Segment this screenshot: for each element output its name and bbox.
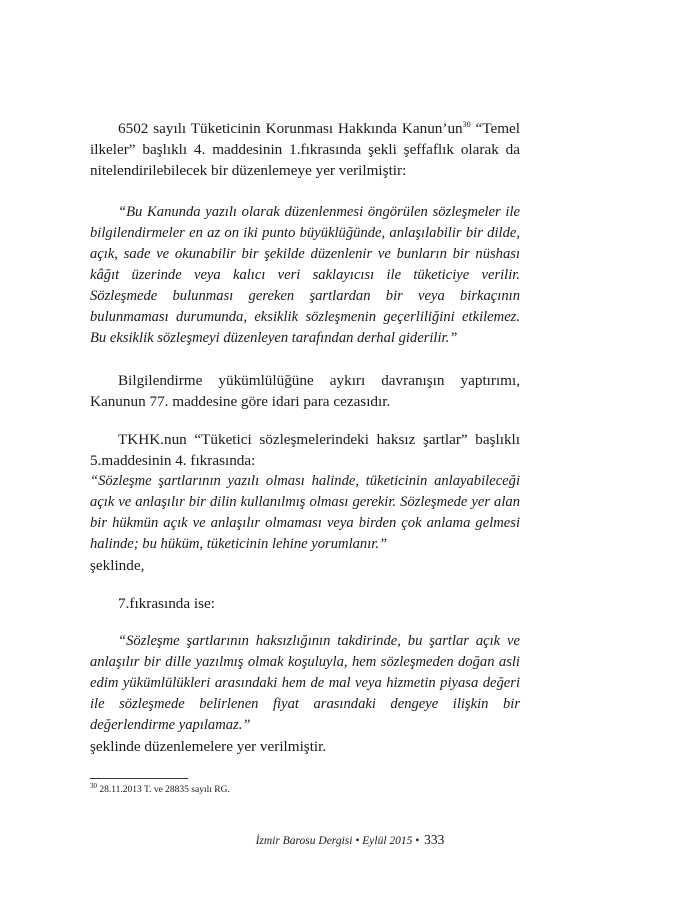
quote-law-article-4: “Bu Kanunda yazılı olarak düzenlenmesi öngörülen sözleşmeler ile bilgilendirmeler en az on iki punto büyüklüğünde, anlaşılabilir bir dilde, açık, sade ve okunabilir bir şekilde düzenlenir ve bunların bir nüshası kâğıt üzerinde veya kalıcı veri saklayıcısı ile tüketiciye verilir. Sözleşmede bulunması gereken şartlardan bir veya birkaçının bulunmaması durumunda, eksiklik sözleşmenin geçerliliğini etkilemez. Bu eksiklik sözleşmeyi düzenleyen tarafından derhal giderilir.” xyxy=(90,204,520,346)
page-number: 333 xyxy=(424,832,445,847)
page-body xyxy=(90,118,520,757)
paragraph-intro xyxy=(90,118,520,181)
page-footer xyxy=(0,832,700,848)
footnote xyxy=(90,781,230,796)
quote-tkhk-article-5-7: “Sözleşme şartlarının haksızlığının takdirinde, bu şartlar açık ve anlaşılır bir dille yazılmış olmak koşuluyla, hem sözleşmeden doğan asli edim yükümlülükleri arasındaki hem de mal veya hizmetin piyasa değeri ile sözleşmede belirlenen fiyat arasındaki dengeye ilişkin bir değerlendirme yapılamaz.” xyxy=(90,633,520,733)
intro-text: 6502 sayılı Tüketicinin Korunması Hakkında Kanun’un xyxy=(118,120,463,137)
quote-tkhk-article-5-4: “Sözleşme şartlarının yazılı olması halinde, tüketicinin anlayabileceği açık ve anlaşılır bir dilin kullanılmış olması gerekir. Sözleşmede yer alan bir hükmün açık ve anlaşılır olmaması veya birden çok anlama gelmesi halinde; bu hüküm, tüketicinin lehine yorumlanır.” xyxy=(90,473,520,552)
footnote-number: 30 xyxy=(90,781,97,790)
footnote-divider xyxy=(90,778,188,779)
paragraph-sanction: Bilgilendirme yükümlülüğüne aykırı davranışın yaptırımı, Kanunun 77. maddesine göre idari para cezasıdır. xyxy=(90,372,520,410)
footnote-ref[interactable]: 30 xyxy=(462,119,471,129)
journal-name: İzmir Barosu Dergisi • Eylül 2015 • xyxy=(255,835,420,847)
paragraph-tkhk: TKHK.nun “Tüketici sözleşmelerindeki haksız şartlar” başlıklı 5.maddesinin 4. fıkrasında: xyxy=(90,431,520,469)
paragraph-closing: şeklinde düzenlemelere yer verilmiştir. xyxy=(90,738,327,755)
footnote-text: 28.11.2013 T. ve 28835 sayılı RG. xyxy=(97,785,230,795)
paragraph-seklinde: şeklinde, xyxy=(90,557,145,574)
paragraph-fikra-7: 7.fıkrasında ise: xyxy=(118,595,216,612)
intro-text-rest: “Temel ilkeler” başlıklı 4. maddesinin 1.fıkrasında şekli şeffaflık olarak da nitelendirilebilecek bir düzenlemeye yer verilmiştir: xyxy=(90,120,520,179)
